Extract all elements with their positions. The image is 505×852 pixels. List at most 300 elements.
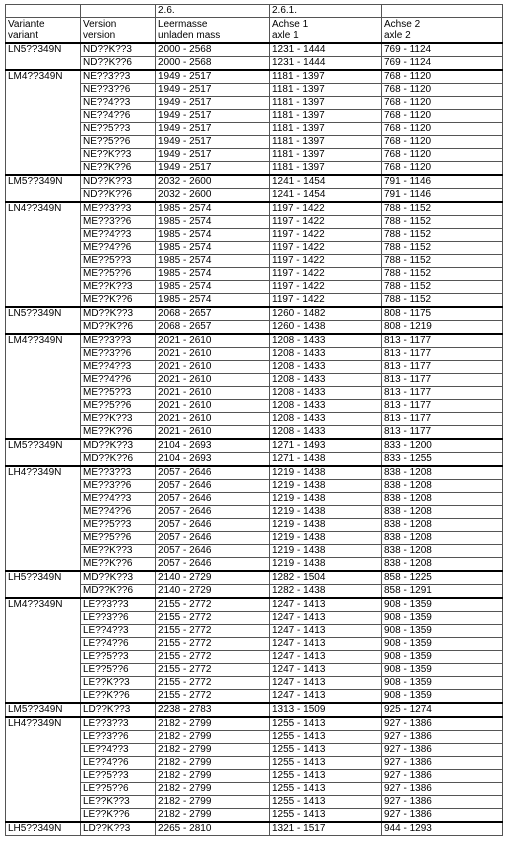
axle-1-cell: 1247 - 1413 bbox=[270, 638, 382, 651]
version-cell: ME??5??6 bbox=[81, 400, 156, 413]
version-cell: ND??K??6 bbox=[81, 57, 156, 71]
version-cell: LE??4??3 bbox=[81, 625, 156, 638]
axle-2-cell: 838 - 1208 bbox=[382, 506, 503, 519]
unladen-mass-cell: 1985 - 2574 bbox=[156, 294, 270, 308]
axle-1-cell: 1321 - 1517 bbox=[270, 822, 382, 836]
unladen-mass-cell: 2182 - 2799 bbox=[156, 744, 270, 757]
version-cell: LE??3??3 bbox=[81, 717, 156, 731]
axle-2-cell: 927 - 1386 bbox=[382, 744, 503, 757]
unladen-mass-cell: 2057 - 2646 bbox=[156, 558, 270, 572]
unladen-mass-cell: 2000 - 2568 bbox=[156, 57, 270, 71]
version-cell: ME??4??3 bbox=[81, 361, 156, 374]
axle-1-cell: 1208 - 1433 bbox=[270, 426, 382, 440]
table-row bbox=[6, 413, 503, 426]
table-row bbox=[6, 506, 503, 519]
axle-1-cell: 1197 - 1422 bbox=[270, 242, 382, 255]
table-row bbox=[6, 439, 503, 453]
axle-2-cell: 838 - 1208 bbox=[382, 493, 503, 506]
version-cell: ME??4??6 bbox=[81, 506, 156, 519]
version-cell: ME??3??3 bbox=[81, 334, 156, 348]
version-cell: MD??K??3 bbox=[81, 439, 156, 453]
axle-2-cell: 908 - 1359 bbox=[382, 638, 503, 651]
axle-2-cell: 768 - 1120 bbox=[382, 149, 503, 162]
axle-1-cell: 1247 - 1413 bbox=[270, 625, 382, 638]
version-cell: LE??4??6 bbox=[81, 638, 156, 651]
axle-1-cell: 1231 - 1444 bbox=[270, 57, 382, 71]
axle-2-cell: 791 - 1146 bbox=[382, 189, 503, 203]
unladen-mass-cell: 1949 - 2517 bbox=[156, 162, 270, 176]
unladen-mass-cell: 2057 - 2646 bbox=[156, 545, 270, 558]
header-label-de: Variante bbox=[8, 19, 45, 30]
axle-2-cell: 788 - 1152 bbox=[382, 268, 503, 281]
axle-1-cell: 1208 - 1433 bbox=[270, 400, 382, 413]
unladen-mass-cell: 2155 - 2772 bbox=[156, 690, 270, 704]
table-row bbox=[6, 558, 503, 572]
column-header-version bbox=[81, 18, 156, 44]
axle-2-cell: 768 - 1120 bbox=[382, 70, 503, 84]
column-header-axle-2 bbox=[382, 18, 503, 44]
version-cell: ME??4??6 bbox=[81, 242, 156, 255]
column-header-axle-1 bbox=[270, 18, 382, 44]
table-row bbox=[6, 625, 503, 638]
unladen-mass-cell: 2021 - 2610 bbox=[156, 348, 270, 361]
version-cell: MD??K??6 bbox=[81, 585, 156, 599]
axle-2-cell: 788 - 1152 bbox=[382, 216, 503, 229]
axle-1-cell: 1282 - 1504 bbox=[270, 571, 382, 585]
unladen-mass-cell: 2182 - 2799 bbox=[156, 809, 270, 823]
table-row bbox=[6, 796, 503, 809]
table-row bbox=[6, 149, 503, 162]
unladen-mass-cell: 1949 - 2517 bbox=[156, 110, 270, 123]
axle-1-cell: 1255 - 1413 bbox=[270, 717, 382, 731]
unladen-mass-cell: 2057 - 2646 bbox=[156, 532, 270, 545]
header-label-en: unladen mass bbox=[158, 30, 221, 41]
variant-cell: LM4??349N bbox=[6, 334, 81, 439]
section-number-cell bbox=[382, 5, 503, 18]
unladen-mass-cell: 2155 - 2772 bbox=[156, 625, 270, 638]
axle-2-cell: 833 - 1200 bbox=[382, 439, 503, 453]
section-number-cell: 2.6.1. bbox=[270, 5, 382, 18]
table-row bbox=[6, 57, 503, 71]
axle-1-cell: 1181 - 1397 bbox=[270, 84, 382, 97]
unladen-mass-cell: 2021 - 2610 bbox=[156, 426, 270, 440]
axle-1-cell: 1197 - 1422 bbox=[270, 202, 382, 216]
axle-2-cell: 833 - 1255 bbox=[382, 453, 503, 467]
axle-2-cell: 788 - 1152 bbox=[382, 281, 503, 294]
header-label-en: version bbox=[83, 30, 116, 41]
axle-1-cell: 1197 - 1422 bbox=[270, 216, 382, 229]
version-cell: LE??K??6 bbox=[81, 809, 156, 823]
axle-2-cell: 768 - 1120 bbox=[382, 97, 503, 110]
variant-cell: LM4??349N bbox=[6, 70, 81, 175]
version-cell: NE??K??3 bbox=[81, 149, 156, 162]
axle-2-cell: 768 - 1120 bbox=[382, 136, 503, 149]
axle-2-cell: 908 - 1359 bbox=[382, 625, 503, 638]
header-label-en: variant bbox=[8, 30, 39, 41]
unladen-mass-cell: 2238 - 2783 bbox=[156, 703, 270, 717]
axle-2-cell: 813 - 1177 bbox=[382, 374, 503, 387]
version-cell: ND??K??3 bbox=[81, 175, 156, 189]
axle-1-cell: 1255 - 1413 bbox=[270, 744, 382, 757]
axle-1-cell: 1241 - 1454 bbox=[270, 189, 382, 203]
header-label-de: Version bbox=[83, 19, 117, 30]
column-header-unladen-mass bbox=[156, 18, 270, 44]
axle-2-cell: 808 - 1219 bbox=[382, 321, 503, 335]
header-label-de: Leermasse bbox=[158, 19, 208, 30]
variant-cell: LM5??349N bbox=[6, 703, 81, 717]
variant-cell: LM5??349N bbox=[6, 439, 81, 466]
unladen-mass-cell: 1949 - 2517 bbox=[156, 136, 270, 149]
unladen-mass-cell: 2182 - 2799 bbox=[156, 731, 270, 744]
unladen-mass-cell: 2182 - 2799 bbox=[156, 783, 270, 796]
axle-2-cell: 813 - 1177 bbox=[382, 387, 503, 400]
axle-2-cell: 788 - 1152 bbox=[382, 294, 503, 308]
version-cell: MD??K??3 bbox=[81, 571, 156, 585]
axle-1-cell: 1208 - 1433 bbox=[270, 413, 382, 426]
table-row bbox=[6, 717, 503, 731]
version-cell: LE??K??3 bbox=[81, 796, 156, 809]
axle-2-cell: 927 - 1386 bbox=[382, 809, 503, 823]
unladen-mass-cell: 2021 - 2610 bbox=[156, 374, 270, 387]
unladen-mass-cell: 2000 - 2568 bbox=[156, 43, 270, 57]
axle-2-cell: 908 - 1359 bbox=[382, 690, 503, 704]
unladen-mass-cell: 2021 - 2610 bbox=[156, 387, 270, 400]
table-row bbox=[6, 70, 503, 84]
axle-2-cell: 813 - 1177 bbox=[382, 334, 503, 348]
variant-cell: LN4??349N bbox=[6, 202, 81, 307]
column-header-variant bbox=[6, 18, 81, 44]
table-row bbox=[6, 571, 503, 585]
version-cell: LE??5??6 bbox=[81, 664, 156, 677]
unladen-mass-cell: 1985 - 2574 bbox=[156, 281, 270, 294]
table-row bbox=[6, 216, 503, 229]
axle-2-cell: 944 - 1293 bbox=[382, 822, 503, 836]
variant-cell: LM4??349N bbox=[6, 598, 81, 703]
axle-2-cell: 908 - 1359 bbox=[382, 651, 503, 664]
axle-1-cell: 1219 - 1438 bbox=[270, 480, 382, 493]
version-cell: LE??3??6 bbox=[81, 612, 156, 625]
version-cell: ME??3??6 bbox=[81, 480, 156, 493]
axle-2-cell: 769 - 1124 bbox=[382, 43, 503, 57]
version-cell: ME??3??6 bbox=[81, 216, 156, 229]
axle-2-cell: 768 - 1120 bbox=[382, 123, 503, 136]
axle-1-cell: 1255 - 1413 bbox=[270, 731, 382, 744]
axle-1-cell: 1208 - 1433 bbox=[270, 334, 382, 348]
unladen-mass-cell: 1949 - 2517 bbox=[156, 97, 270, 110]
section-number-cell bbox=[6, 5, 81, 18]
table-row bbox=[6, 361, 503, 374]
version-cell: NE??5??6 bbox=[81, 136, 156, 149]
table-row bbox=[6, 519, 503, 532]
table-row bbox=[6, 598, 503, 612]
header-label-en: axle 2 bbox=[384, 30, 411, 41]
variant-cell: LH4??349N bbox=[6, 717, 81, 822]
unladen-mass-cell: 2182 - 2799 bbox=[156, 770, 270, 783]
version-cell: ME??3??6 bbox=[81, 348, 156, 361]
axle-1-cell: 1282 - 1438 bbox=[270, 585, 382, 599]
axle-1-cell: 1208 - 1433 bbox=[270, 348, 382, 361]
axle-1-cell: 1219 - 1438 bbox=[270, 466, 382, 480]
unladen-mass-cell: 2057 - 2646 bbox=[156, 480, 270, 493]
axle-1-cell: 1260 - 1482 bbox=[270, 307, 382, 321]
section-number-cell: 2.6. bbox=[156, 5, 270, 18]
axle-1-cell: 1219 - 1438 bbox=[270, 506, 382, 519]
axle-1-cell: 1197 - 1422 bbox=[270, 281, 382, 294]
axle-1-cell: 1247 - 1413 bbox=[270, 598, 382, 612]
unladen-mass-cell: 2104 - 2693 bbox=[156, 439, 270, 453]
axle-2-cell: 788 - 1152 bbox=[382, 202, 503, 216]
axle-2-cell: 927 - 1386 bbox=[382, 757, 503, 770]
version-cell: ND??K??6 bbox=[81, 189, 156, 203]
table-row bbox=[6, 664, 503, 677]
unladen-mass-cell: 2182 - 2799 bbox=[156, 796, 270, 809]
version-cell: NE??3??6 bbox=[81, 84, 156, 97]
table-row bbox=[6, 321, 503, 335]
section-number-row bbox=[6, 5, 503, 18]
column-header-row bbox=[6, 18, 503, 44]
table-row bbox=[6, 585, 503, 599]
section-number-cell bbox=[81, 5, 156, 18]
unladen-mass-cell: 2032 - 2600 bbox=[156, 175, 270, 189]
unladen-mass-cell: 1985 - 2574 bbox=[156, 202, 270, 216]
table-row bbox=[6, 480, 503, 493]
axle-1-cell: 1255 - 1413 bbox=[270, 796, 382, 809]
unladen-mass-cell: 1985 - 2574 bbox=[156, 242, 270, 255]
variant-cell: LH5??349N bbox=[6, 571, 81, 598]
axle-2-cell: 808 - 1175 bbox=[382, 307, 503, 321]
table-row bbox=[6, 400, 503, 413]
version-cell: LE??5??3 bbox=[81, 770, 156, 783]
variant-cell: LH4??349N bbox=[6, 466, 81, 571]
axle-2-cell: 838 - 1208 bbox=[382, 532, 503, 545]
table-row bbox=[6, 307, 503, 321]
unladen-mass-cell: 2021 - 2610 bbox=[156, 400, 270, 413]
axle-2-cell: 927 - 1386 bbox=[382, 783, 503, 796]
unladen-mass-cell: 1985 - 2574 bbox=[156, 268, 270, 281]
unladen-mass-cell: 2057 - 2646 bbox=[156, 466, 270, 480]
table-row bbox=[6, 703, 503, 717]
variant-cell: LN5??349N bbox=[6, 307, 81, 334]
axle-1-cell: 1219 - 1438 bbox=[270, 493, 382, 506]
axle-1-cell: 1181 - 1397 bbox=[270, 162, 382, 176]
axle-2-cell: 788 - 1152 bbox=[382, 255, 503, 268]
version-cell: LD??K??3 bbox=[81, 822, 156, 836]
version-cell: ME??5??3 bbox=[81, 387, 156, 400]
version-cell: NE??4??3 bbox=[81, 97, 156, 110]
axle-2-cell: 838 - 1208 bbox=[382, 545, 503, 558]
unladen-mass-cell: 2155 - 2772 bbox=[156, 598, 270, 612]
axle-2-cell: 927 - 1386 bbox=[382, 731, 503, 744]
table-row bbox=[6, 493, 503, 506]
axle-2-cell: 813 - 1177 bbox=[382, 400, 503, 413]
version-cell: ME??5??3 bbox=[81, 519, 156, 532]
table-row bbox=[6, 809, 503, 823]
unladen-mass-cell: 2155 - 2772 bbox=[156, 664, 270, 677]
header-label-en: axle 1 bbox=[272, 30, 299, 41]
unladen-mass-cell: 2155 - 2772 bbox=[156, 612, 270, 625]
unladen-mass-cell: 1949 - 2517 bbox=[156, 149, 270, 162]
version-cell: MD??K??6 bbox=[81, 321, 156, 335]
unladen-mass-cell: 2265 - 2810 bbox=[156, 822, 270, 836]
table-row bbox=[6, 690, 503, 704]
axle-2-cell: 788 - 1152 bbox=[382, 229, 503, 242]
unladen-mass-cell: 2068 - 2657 bbox=[156, 307, 270, 321]
unladen-mass-cell: 2021 - 2610 bbox=[156, 334, 270, 348]
unladen-mass-cell: 2068 - 2657 bbox=[156, 321, 270, 335]
axle-1-cell: 1241 - 1454 bbox=[270, 175, 382, 189]
table-row bbox=[6, 651, 503, 664]
version-cell: ME??K??3 bbox=[81, 545, 156, 558]
version-cell: NE??5??3 bbox=[81, 123, 156, 136]
axle-1-cell: 1247 - 1413 bbox=[270, 612, 382, 625]
version-cell: ME??K??6 bbox=[81, 558, 156, 572]
version-cell: LE??K??3 bbox=[81, 677, 156, 690]
axle-2-cell: 813 - 1177 bbox=[382, 361, 503, 374]
version-cell: ME??K??3 bbox=[81, 281, 156, 294]
axle-1-cell: 1271 - 1493 bbox=[270, 439, 382, 453]
table-row bbox=[6, 545, 503, 558]
table-row bbox=[6, 744, 503, 757]
unladen-mass-cell: 2021 - 2610 bbox=[156, 413, 270, 426]
table-row bbox=[6, 466, 503, 480]
version-cell: NE??4??6 bbox=[81, 110, 156, 123]
axle-1-cell: 1208 - 1433 bbox=[270, 387, 382, 400]
table-row bbox=[6, 136, 503, 149]
table-row bbox=[6, 175, 503, 189]
axle-1-cell: 1181 - 1397 bbox=[270, 123, 382, 136]
version-cell: ME??5??3 bbox=[81, 255, 156, 268]
axle-2-cell: 927 - 1386 bbox=[382, 796, 503, 809]
table-row bbox=[6, 294, 503, 308]
axle-2-cell: 908 - 1359 bbox=[382, 612, 503, 625]
version-cell: ME??K??6 bbox=[81, 426, 156, 440]
table-row bbox=[6, 268, 503, 281]
unladen-mass-cell: 2140 - 2729 bbox=[156, 585, 270, 599]
axle-1-cell: 1208 - 1433 bbox=[270, 361, 382, 374]
axle-2-cell: 768 - 1120 bbox=[382, 110, 503, 123]
axle-1-cell: 1219 - 1438 bbox=[270, 558, 382, 572]
mass-table bbox=[5, 4, 503, 836]
table-row bbox=[6, 202, 503, 216]
variant-cell: LN5??349N bbox=[6, 43, 81, 70]
axle-2-cell: 768 - 1120 bbox=[382, 162, 503, 176]
table-row bbox=[6, 97, 503, 110]
version-cell: LE??K??6 bbox=[81, 690, 156, 704]
table-row bbox=[6, 348, 503, 361]
axle-2-cell: 908 - 1359 bbox=[382, 664, 503, 677]
table-row bbox=[6, 822, 503, 836]
axle-1-cell: 1181 - 1397 bbox=[270, 110, 382, 123]
table-row bbox=[6, 189, 503, 203]
unladen-mass-cell: 1949 - 2517 bbox=[156, 123, 270, 136]
version-cell: LE??3??6 bbox=[81, 731, 156, 744]
axle-2-cell: 858 - 1291 bbox=[382, 585, 503, 599]
axle-1-cell: 1255 - 1413 bbox=[270, 809, 382, 823]
unladen-mass-cell: 2182 - 2799 bbox=[156, 717, 270, 731]
unladen-mass-cell: 2057 - 2646 bbox=[156, 519, 270, 532]
unladen-mass-cell: 2155 - 2772 bbox=[156, 677, 270, 690]
unladen-mass-cell: 2155 - 2772 bbox=[156, 651, 270, 664]
table-row bbox=[6, 677, 503, 690]
axle-1-cell: 1231 - 1444 bbox=[270, 43, 382, 57]
axle-1-cell: 1197 - 1422 bbox=[270, 294, 382, 308]
table-body bbox=[6, 5, 503, 836]
table-row bbox=[6, 532, 503, 545]
version-cell: ME??3??3 bbox=[81, 202, 156, 216]
axle-1-cell: 1181 - 1397 bbox=[270, 97, 382, 110]
version-cell: ME??K??6 bbox=[81, 294, 156, 308]
version-cell: ND??K??3 bbox=[81, 43, 156, 57]
unladen-mass-cell: 2057 - 2646 bbox=[156, 493, 270, 506]
unladen-mass-cell: 2155 - 2772 bbox=[156, 638, 270, 651]
axle-1-cell: 1197 - 1422 bbox=[270, 229, 382, 242]
unladen-mass-cell: 1949 - 2517 bbox=[156, 84, 270, 97]
variant-cell: LH5??349N bbox=[6, 822, 81, 836]
axle-2-cell: 925 - 1274 bbox=[382, 703, 503, 717]
axle-2-cell: 908 - 1359 bbox=[382, 677, 503, 690]
table-row bbox=[6, 731, 503, 744]
header-label-de: Achse 1 bbox=[272, 19, 309, 30]
axle-1-cell: 1219 - 1438 bbox=[270, 545, 382, 558]
axle-2-cell: 858 - 1225 bbox=[382, 571, 503, 585]
axle-2-cell: 838 - 1208 bbox=[382, 519, 503, 532]
version-cell: LE??5??6 bbox=[81, 783, 156, 796]
unladen-mass-cell: 2021 - 2610 bbox=[156, 361, 270, 374]
variant-cell: LM5??349N bbox=[6, 175, 81, 202]
version-cell: NE??3??3 bbox=[81, 70, 156, 84]
axle-2-cell: 838 - 1208 bbox=[382, 558, 503, 572]
version-cell: LE??5??3 bbox=[81, 651, 156, 664]
axle-2-cell: 908 - 1359 bbox=[382, 598, 503, 612]
table-row bbox=[6, 281, 503, 294]
axle-2-cell: 927 - 1386 bbox=[382, 717, 503, 731]
version-cell: LE??4??3 bbox=[81, 744, 156, 757]
table-row bbox=[6, 453, 503, 467]
axle-1-cell: 1197 - 1422 bbox=[270, 268, 382, 281]
unladen-mass-cell: 2104 - 2693 bbox=[156, 453, 270, 467]
axle-2-cell: 813 - 1177 bbox=[382, 426, 503, 440]
axle-2-cell: 838 - 1208 bbox=[382, 480, 503, 493]
unladen-mass-cell: 1949 - 2517 bbox=[156, 70, 270, 84]
axle-2-cell: 813 - 1177 bbox=[382, 413, 503, 426]
unladen-mass-cell: 2057 - 2646 bbox=[156, 506, 270, 519]
table-row bbox=[6, 242, 503, 255]
axle-1-cell: 1197 - 1422 bbox=[270, 255, 382, 268]
table-row bbox=[6, 43, 503, 57]
axle-1-cell: 1271 - 1438 bbox=[270, 453, 382, 467]
table-row bbox=[6, 374, 503, 387]
axle-1-cell: 1181 - 1397 bbox=[270, 70, 382, 84]
axle-1-cell: 1255 - 1413 bbox=[270, 757, 382, 770]
table-row bbox=[6, 255, 503, 268]
table-row bbox=[6, 638, 503, 651]
version-cell: ME??5??6 bbox=[81, 268, 156, 281]
table-row bbox=[6, 229, 503, 242]
axle-1-cell: 1260 - 1438 bbox=[270, 321, 382, 335]
header-label-de: Achse 2 bbox=[384, 19, 421, 30]
unladen-mass-cell: 2182 - 2799 bbox=[156, 757, 270, 770]
axle-2-cell: 791 - 1146 bbox=[382, 175, 503, 189]
axle-2-cell: 769 - 1124 bbox=[382, 57, 503, 71]
axle-2-cell: 788 - 1152 bbox=[382, 242, 503, 255]
table-row bbox=[6, 426, 503, 440]
axle-2-cell: 768 - 1120 bbox=[382, 84, 503, 97]
table-row bbox=[6, 162, 503, 176]
version-cell: MD??K??3 bbox=[81, 307, 156, 321]
version-cell: LE??4??6 bbox=[81, 757, 156, 770]
version-cell: LE??3??3 bbox=[81, 598, 156, 612]
axle-2-cell: 813 - 1177 bbox=[382, 348, 503, 361]
